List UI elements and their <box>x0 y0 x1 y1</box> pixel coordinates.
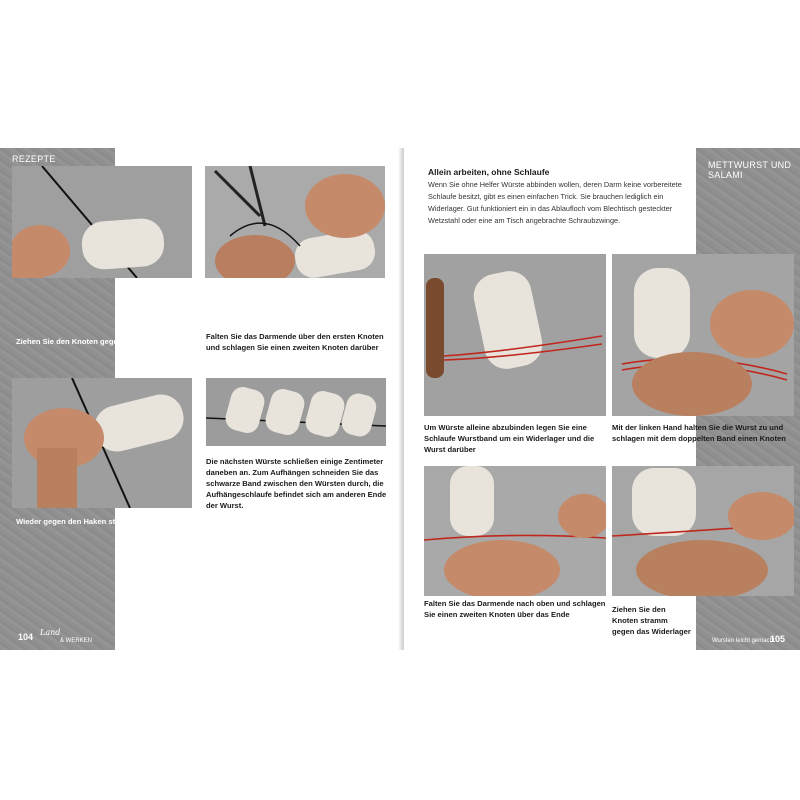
caption-r3: Falten Sie das Darmende nach oben und schlagen Sie einen zweiten Knoten über das Ende <box>424 599 606 619</box>
intro-body: Wenn Sie ohne Helfer Würste abbinden wollen, deren Darm keine vorbereitete Schlaufe besitzt, gibt es einen einfachen Trick. Sie brauchen lediglich ein Widerlager. Gut funktioniert ein in das Ablaufloch vom Blechtisch gesteckter Wetzstahl oder eine am Tisch angebrachte Schraubzwinge. <box>428 180 682 225</box>
photo-fold-casing <box>205 166 385 278</box>
logo-sub: & WERKEN <box>60 638 93 644</box>
page-number-left: 104 <box>18 632 34 642</box>
photo-pull-tight <box>612 466 794 596</box>
photo-fold-end-up <box>424 466 606 596</box>
section-label-left: REZEPTE <box>12 154 56 164</box>
page-number-right: 105 <box>770 634 786 644</box>
photo-loop-around-holder <box>424 254 606 416</box>
logo-land: Land <box>40 628 61 637</box>
caption-r4: Ziehen Sie den Knoten stramm gegen das Widerlager <box>612 605 691 636</box>
photo-knot-against-hook <box>12 166 192 278</box>
caption-r1: Um Würste alleine abzubinden legen Sie eine Schlaufe Wurstband um ein Widerlager und die Wurst darüber <box>424 423 595 454</box>
caption-3: Wieder gegen den Haken strammziehen <box>16 517 160 526</box>
photo-pull-against-hook <box>12 378 192 508</box>
caption-2: Falten Sie das Darmende über den ersten Knoten und schlagen Sie einen zweiten Knoten darüber <box>206 332 384 352</box>
photo-row-of-sausages <box>206 378 386 446</box>
caption-4: Die nächsten Würste schließen einige Zentimeter daneben an. Zum Aufhängen schneiden Sie das schwarze Band zwischen den Würsten durch, die Aufhängeschlaufe befindet sich am anderen Ende der Wurst. <box>206 457 387 510</box>
section-label-right: METTWURST UND SALAMI <box>708 160 792 180</box>
photo-hold-and-knot <box>612 254 794 416</box>
book-spread <box>0 148 800 650</box>
right-page <box>404 148 800 650</box>
caption-1: Ziehen Sie den Knoten gegen den Haken stramm <box>16 337 193 346</box>
caption-r2: Mit der linken Hand halten Sie die Wurst zu und schlagen mit dem doppelten Band einen Knoten <box>612 423 786 443</box>
intro-title: Allein arbeiten, ohne Schlaufe <box>428 167 550 177</box>
left-page <box>0 148 400 650</box>
footer-text-right: Wursten leicht gemacht <box>712 638 775 644</box>
